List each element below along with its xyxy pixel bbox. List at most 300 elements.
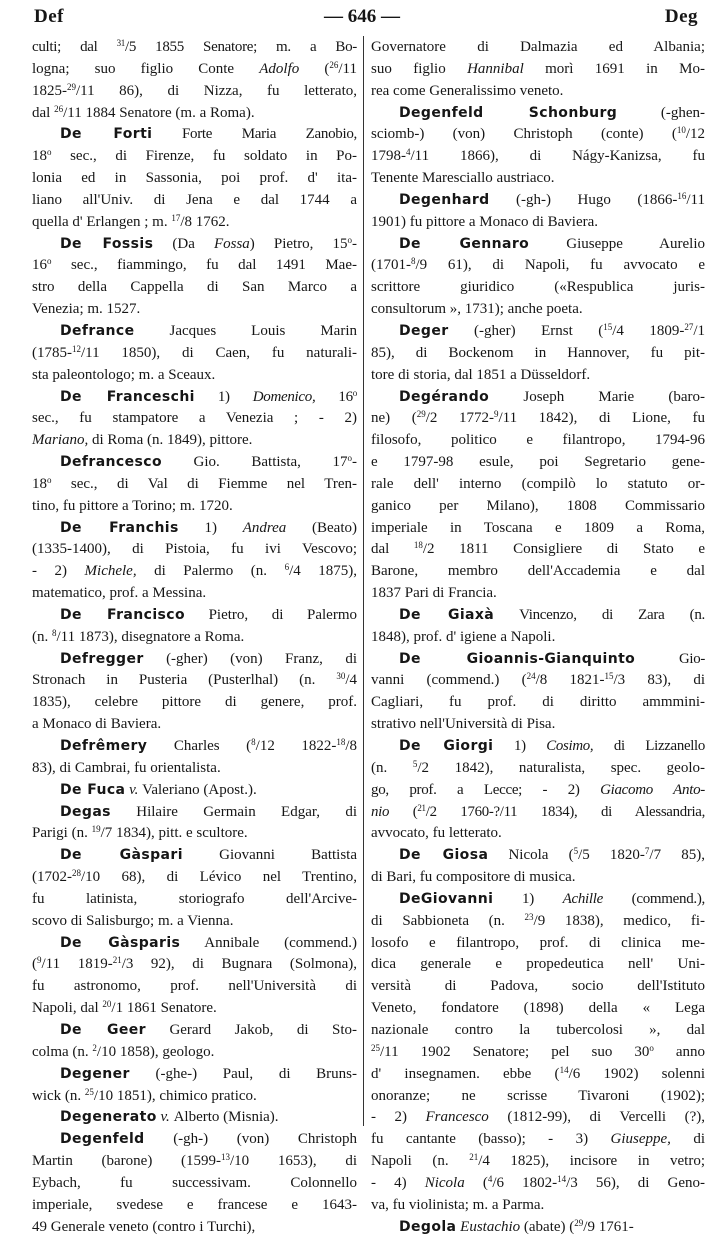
superscript: 4: [406, 147, 411, 158]
superscript: 18: [336, 737, 346, 747]
entry-line: [371, 496, 705, 518]
text-run: di: [670, 1131, 705, 1148]
text-run: Giuseppe Aurelio: [529, 235, 705, 252]
entry-de-fossis: [32, 234, 357, 321]
italic-text: Giacomo Anto-: [600, 781, 705, 798]
entry-line: [371, 518, 705, 540]
text-run: /1: [693, 322, 705, 339]
text-run: /11 1819-: [41, 956, 113, 973]
entry-line: [371, 1064, 705, 1086]
headword: Defrance: [60, 322, 135, 339]
superscript: 26: [329, 59, 339, 70]
text-run: /11 1902 Senatore; pel suo 30: [380, 1043, 650, 1060]
text-run: /11 1842), di Lione, fu: [498, 410, 705, 427]
text-run: onoranze; ne scrisse Tivaroni (1902);: [371, 1087, 705, 1104]
text-run: /8 1821-: [535, 672, 605, 689]
text-run: sta paleontologo; m. a Sceaux.: [32, 366, 216, 383]
text-run: 16: [32, 257, 47, 274]
italic-text: Andrea: [242, 519, 287, 536]
text-run: Martin (barone) (1599-: [32, 1153, 222, 1170]
superscript: 25: [84, 1086, 94, 1097]
entry-line: [371, 802, 705, 824]
headword: Degenfeld Schonburg: [399, 104, 618, 121]
entry-line: [371, 627, 705, 649]
text-run: /2 1842), naturalista, spec. geolo-: [417, 759, 705, 776]
entry-line: [32, 1064, 357, 1086]
text-run: e 1797-98 esule, poi Segretario gene-: [371, 454, 705, 471]
text-run: /8: [345, 738, 357, 754]
entry-de-gasparis: [32, 933, 357, 1020]
text-run: /10 1851), chimico pratico.: [93, 1087, 257, 1104]
entry-line: [371, 168, 705, 190]
text-run: /11 86), di Nizza, fu letterato,: [76, 82, 357, 99]
entry-line: [32, 212, 357, 234]
text-run: quella d' Erlangen ; m.: [32, 213, 172, 230]
text-run: 85), di Bockenom in Hannover, fu pit-: [371, 344, 705, 361]
entry-de-franchis: [32, 518, 357, 605]
text-run: (: [32, 956, 37, 973]
text-run: Alberto (Misnia).: [173, 1109, 279, 1126]
text-run: liano all'Univ. di Jena e dal 1744 a: [32, 191, 357, 208]
italic-text: Hannibal: [467, 60, 524, 77]
text-run: sec., fiammingo, fu dal 1491 Mae-: [51, 257, 357, 274]
entry-line: [371, 758, 705, 780]
headword: Degener: [60, 1065, 130, 1082]
text-run: /4 1809-: [612, 322, 685, 339]
entry-line: [32, 518, 357, 540]
entry-de-fuca: [32, 780, 357, 802]
entry-line: [32, 452, 357, 474]
text-run: (Beato): [286, 519, 357, 536]
entry-line: [371, 190, 705, 212]
entry-line: [32, 758, 357, 780]
column-divider: [363, 36, 364, 1126]
entry-line: [371, 430, 705, 452]
entry-line: [371, 911, 705, 933]
entry-line: [371, 59, 705, 81]
entry-degas: [32, 802, 357, 846]
superscript: 14: [557, 1173, 567, 1184]
entry-line: [32, 321, 357, 343]
italic-text: Nicola: [424, 1174, 465, 1191]
entry-line: [371, 321, 705, 343]
superscript: 2: [92, 1042, 97, 1053]
entry-line: [32, 1151, 357, 1173]
text-run: 1835), celebre pittore di genere, prof.: [32, 694, 357, 711]
text-run: 1): [178, 519, 243, 536]
text-run: (1702-: [32, 869, 72, 886]
text-run: (abate) (: [520, 1218, 575, 1235]
text-run: sciomb-) (von) Christoph (conte) (: [371, 126, 677, 143]
entry-line: [32, 867, 357, 889]
header-left-guide-word: Def: [34, 6, 64, 27]
text-run: (1701-: [371, 257, 411, 274]
text-run: 16: [315, 388, 353, 405]
text-run: /6 1802-: [492, 1174, 558, 1191]
entry-line: [32, 605, 357, 627]
text-run: (n.: [371, 759, 413, 776]
text-run: Hilaire Germain Edgar, di: [110, 803, 357, 820]
text-run: /11 1884 Senatore (m. a Roma).: [63, 104, 255, 121]
text-run: tore di storia, dal 1851 a Düsseldorf.: [371, 366, 591, 383]
superscript: 16: [677, 190, 687, 201]
entry-line: [32, 255, 357, 277]
superscript: 5: [573, 846, 579, 857]
superscript: o: [47, 147, 52, 158]
text-run: /11: [338, 60, 357, 77]
entry-line: [32, 1107, 357, 1129]
text-run: -: [352, 454, 357, 471]
superscript: 8: [411, 256, 416, 267]
entry-line: [32, 845, 357, 867]
italic-text: Achille: [562, 890, 603, 907]
entry-line: [371, 255, 705, 277]
text-run: (1812-99), di Vercelli (?),: [488, 1109, 705, 1126]
text-run: - 2): [371, 1109, 426, 1126]
superscript: 4: [487, 1173, 493, 1184]
text-run: vanni (commend.) (: [371, 672, 527, 689]
text-run: (-gher) Ernst (: [448, 322, 604, 339]
text-run: (: [464, 1174, 488, 1191]
text-run: Charles (: [147, 738, 252, 754]
superscript: 15: [604, 671, 614, 682]
text-run: (-gher) (von) Franz, di: [143, 650, 357, 667]
entry-line: [32, 649, 357, 671]
entry-line: [371, 124, 705, 146]
entry-line: [371, 277, 705, 299]
text-run: /7 85),: [649, 847, 705, 864]
text-run: (: [299, 60, 330, 77]
text-run: Parigi (n.: [32, 825, 92, 842]
text-run: di Roma (n. 1849), pittore.: [88, 432, 253, 449]
entry-line: [371, 954, 705, 976]
text-run: /4 1875),: [289, 563, 357, 580]
text-run: /3 83), di: [613, 672, 705, 689]
text-run: - 4): [371, 1174, 425, 1191]
entry-line: [32, 1020, 357, 1042]
entry-defrance: [32, 321, 357, 387]
headword: Degérando: [399, 388, 490, 405]
italic-text: v.: [156, 1109, 174, 1126]
headword: Degenhard: [399, 191, 490, 208]
entry-line: [32, 802, 357, 824]
entry-line: [371, 299, 705, 321]
text-run: strativo nell'Università di Pisa.: [371, 716, 556, 733]
superscript: 5: [412, 758, 418, 769]
superscript: 7: [644, 846, 650, 857]
entry-defrancesco: [32, 452, 357, 518]
text-run: 1): [493, 890, 563, 907]
text-run: colma (n.: [32, 1043, 93, 1060]
entry-line: [371, 1042, 705, 1064]
superscript: o: [47, 256, 52, 267]
entry-line: [32, 408, 357, 430]
headword: De Giosa: [399, 847, 489, 864]
superscript: 18: [413, 540, 423, 551]
text-run: 1901) fu pittore a Monaco di Baviera.: [371, 213, 599, 230]
entry-line: [32, 365, 357, 387]
entry-line: [371, 1195, 705, 1217]
entry-de-francisco: [32, 605, 357, 649]
text-run: wick (n.: [32, 1087, 85, 1104]
entry-de-geer: [32, 1020, 357, 1064]
entry-line: [32, 561, 357, 583]
text-run: (-ghe-) Paul, di Bruns-: [129, 1065, 357, 1082]
entry-line: [32, 583, 357, 605]
entry-line: [32, 889, 357, 911]
headword: Degenerato: [60, 1109, 157, 1126]
headword: DeGiovanni: [399, 890, 494, 907]
text-run: fu astronomo, prof. nell'Università di: [32, 978, 357, 995]
text-run: imperiale, svedese e francese e 1643-: [32, 1196, 357, 1213]
text-run: rale dell' interno (compilò lo statuto or-: [371, 475, 705, 492]
headword: De Geer: [60, 1021, 146, 1038]
superscript: 29: [574, 1217, 584, 1228]
superscript: 29: [416, 409, 426, 420]
entry-line: [371, 1129, 705, 1151]
text-run: 1): [194, 388, 253, 405]
entry-line: [32, 933, 357, 955]
entry-line: [371, 408, 705, 430]
entry-line: [32, 299, 357, 321]
text-run: Annibale (commend.): [180, 934, 357, 951]
superscript: 12: [72, 343, 81, 354]
text-run: /10 68), di Lévico nel Trentino,: [81, 869, 357, 886]
entry-degenfeld-cont: [371, 37, 705, 103]
text-run: losofo e filantropo, prof. di clinica me-: [371, 934, 705, 951]
text-run: va, fu violinista; m. a Parma.: [371, 1196, 545, 1213]
entry-line: [32, 911, 357, 933]
italic-text: Adolfo: [259, 60, 300, 77]
header-right-guide-word: Deg: [664, 6, 698, 27]
text-run: /11 1866), di Nágy-Kanizsa, fu: [410, 148, 705, 165]
entry-line: [371, 561, 705, 583]
superscript: 10: [676, 125, 686, 136]
text-run: consultorum », 1731); anche poeta.: [371, 301, 583, 318]
text-run: di Bari, fu compositore di musica.: [371, 869, 576, 886]
entry-line: [371, 605, 705, 627]
text-run: dal: [371, 541, 414, 558]
entry-line: [32, 670, 357, 692]
text-run: (commend.),: [602, 890, 705, 907]
text-run: Gio-: [635, 650, 705, 667]
entry-line: [371, 1173, 705, 1195]
text-run: Barone, membro dell'Accademia e dal: [371, 563, 705, 580]
text-run: 49 Generale veneto (contro i Turchi),: [32, 1218, 256, 1235]
text-run: Stronach in Pusteria (Pusterlhal) (n.: [32, 672, 337, 689]
entry-line: [371, 867, 705, 889]
text-run: Veneto, fondatore (1898) della « Lega: [371, 1000, 705, 1017]
superscript: 24: [526, 671, 536, 682]
text-run: Giovanni Battista: [182, 847, 357, 864]
entry-line: [371, 1151, 705, 1173]
entry-line: [32, 387, 357, 409]
superscript: 13: [221, 1152, 231, 1163]
entry-line: [371, 365, 705, 387]
entry-line: [371, 583, 705, 605]
headword: Degenfeld: [60, 1131, 145, 1148]
entry-de-giorgi: [371, 736, 705, 845]
superscript: o: [352, 387, 357, 398]
text-run: 1848), prof. d' igiene a Napoli.: [371, 628, 556, 645]
superscript: 23: [524, 911, 534, 922]
entry-line: [32, 190, 357, 212]
text-run: Vincenzo, di Zara (n.: [494, 606, 705, 623]
entry-line: [32, 103, 357, 125]
headword: Defrancesco: [60, 454, 162, 471]
text-run: 1825-: [32, 82, 67, 99]
entry-de-giovanni: [371, 889, 705, 1217]
superscript: 30: [336, 671, 346, 682]
superscript: 19: [91, 824, 101, 835]
text-run: /11: [686, 191, 705, 208]
text-run: (1335-1400), di Pistoia, fu ivi Vescovo;: [32, 541, 357, 558]
text-run: culti; dal: [32, 39, 117, 55]
entry-culti-cont: [32, 37, 357, 124]
entry-line: [32, 1217, 357, 1238]
entry-line: [32, 976, 357, 998]
page-header: [34, 4, 710, 30]
text-run: /9 1761-: [583, 1218, 634, 1235]
headword: Defregger: [60, 650, 144, 667]
entry-line: [32, 539, 357, 561]
text-run: /3 56), di Geno-: [566, 1174, 705, 1191]
entry-degenfeld: [32, 1129, 357, 1238]
entry-de-gioannis-gianquinto: [371, 649, 705, 736]
entry-line: [371, 649, 705, 671]
entry-defregger: [32, 649, 357, 736]
entry-line: [32, 692, 357, 714]
entry-line: [32, 954, 357, 976]
text-run: filosofo, politico e filantropo, 1794-96: [371, 432, 705, 449]
entry-line: [32, 474, 357, 496]
entry-line: [371, 845, 705, 867]
entry-line: [371, 692, 705, 714]
text-run: -: [352, 235, 357, 252]
text-run: matematico, prof. a Messina.: [32, 585, 207, 602]
entry-deger: [371, 321, 705, 387]
text-run: imperiale in Toscana e 1809 a Roma,: [371, 519, 705, 536]
text-run: /6 1902) solenni: [568, 1065, 705, 1082]
headword: De Forti: [60, 126, 153, 143]
entry-line: [32, 1195, 357, 1217]
text-run: /12: [685, 126, 705, 143]
text-run: Napoli (n.: [371, 1153, 470, 1170]
entry-line: [371, 933, 705, 955]
text-run: /10 1858), geologo.: [96, 1043, 215, 1060]
entry-line: [371, 474, 705, 496]
entry-degenerato: [32, 1107, 357, 1129]
text-run: nazionale contro la tubercolosi », dal: [371, 1021, 705, 1038]
text-run: 1): [493, 738, 547, 754]
left-column: [32, 37, 357, 1238]
text-run: /11 1873), disegnatore a Roma.: [56, 628, 245, 645]
superscript: 8: [52, 627, 57, 638]
text-run: morì 1691 in Mo-: [523, 60, 705, 77]
entry-line: [32, 430, 357, 452]
text-run: tino, fu pittore a Torino; m. 1720.: [32, 497, 233, 514]
entry-line: [32, 168, 357, 190]
text-run: Eybach, fu successivam. Colonnello: [32, 1174, 357, 1191]
text-run: lonia ed in Sassonia, poi prof. d' ita-: [32, 170, 357, 187]
text-run: suo figlio: [371, 60, 468, 77]
superscript: 31: [116, 38, 126, 48]
text-run: Valeriano (Apost.).: [142, 781, 257, 798]
entry-line: [32, 998, 357, 1020]
text-run: Venezia; m. 1527.: [32, 301, 141, 318]
text-run: /2 1772-: [425, 410, 494, 427]
text-run: a Monaco di Baviera.: [32, 716, 162, 733]
text-run: /9 61), di Napoli, fu avvocato e: [415, 257, 705, 274]
text-run: Gio. Battista, 17: [161, 454, 348, 471]
entry-line: [32, 146, 357, 168]
entry-line: [371, 387, 705, 409]
text-run: /8 1762.: [180, 213, 230, 230]
text-run: versità di Padova, socio dell'Istituto: [371, 978, 705, 995]
entry-line: [371, 823, 705, 845]
superscript: 26: [54, 103, 64, 114]
text-run: 83), di Cambrai, fu orientalista.: [32, 759, 221, 776]
entry-line: [32, 1042, 357, 1064]
text-run: - 2): [32, 563, 85, 580]
entry-line: [371, 736, 705, 758]
text-run: /4: [345, 672, 357, 689]
superscript: 25: [371, 1042, 380, 1053]
entry-line: [32, 124, 357, 146]
text-run: anno: [653, 1043, 705, 1060]
text-run: fu latinista, storiografo dell'Arcive-: [32, 890, 357, 907]
text-run: (-ghen-: [617, 104, 705, 121]
superscript: 17: [171, 212, 181, 223]
entry-line: [371, 714, 705, 736]
entry-line: [32, 1086, 357, 1108]
text-run: (-gh-) Hugo (1866-: [489, 191, 678, 208]
entry-line: [371, 146, 705, 168]
text-run: /12 1822-: [255, 738, 337, 754]
headword: De Gàspari: [60, 847, 183, 864]
entry-line: [371, 81, 705, 103]
entry-line: [32, 823, 357, 845]
entry-degenhard: [371, 190, 705, 234]
entry-line: [32, 81, 357, 103]
text-run: Joseph Marie (baro-: [489, 388, 705, 405]
text-run: 1837 Pari di Francia.: [371, 585, 497, 602]
italic-text: v.: [125, 781, 143, 798]
text-run: Forte Maria Zanobio,: [152, 126, 357, 143]
headword: De Fuca: [60, 781, 126, 798]
text-run: Pietro, di Palermo: [184, 606, 357, 623]
text-run: Jacques Louis Marin: [134, 322, 357, 339]
text-run: /4 1825), incisore in vetro;: [478, 1153, 705, 1170]
entry-de-franceschi: [32, 387, 357, 453]
superscript: 8: [251, 737, 256, 747]
text-run: stro della Cappella di San Marco a: [32, 279, 357, 296]
headword: De Giorgi: [399, 738, 494, 754]
italic-text: Fossa: [213, 235, 250, 252]
text-run: dica generale e propedeutica nell' Uni-: [371, 956, 705, 973]
entry-line: [371, 976, 705, 998]
superscript: 21: [417, 802, 426, 813]
italic-text: nio: [371, 803, 390, 820]
superscript: 29: [67, 81, 76, 92]
entry-line: [32, 714, 357, 736]
superscript: 9: [493, 409, 499, 420]
superscript: o: [47, 474, 52, 485]
text-run: di Lizzanello: [593, 738, 705, 754]
entry-line: [371, 343, 705, 365]
headword: De Gioannis-Gianquinto: [399, 650, 636, 667]
entry-line: [371, 780, 705, 802]
